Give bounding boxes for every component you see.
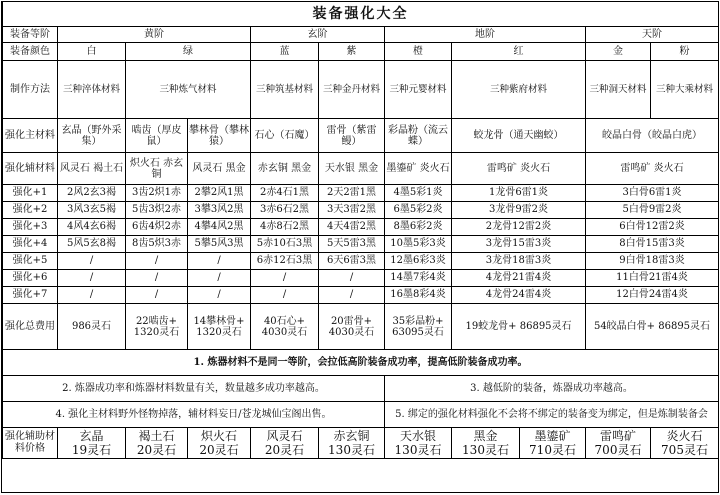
method-cell: 三种金丹材料: [319, 61, 385, 119]
level-cell: /: [188, 287, 251, 304]
level-row: [3, 202, 719, 219]
level-cell: 5风5玄8褐: [58, 236, 126, 253]
tier-huang: 黄阶: [58, 27, 251, 43]
level-label: 强化+1: [3, 185, 58, 202]
note-1: 1. 炼器材料不是同一等阶，会拉低高阶装备成功率，提高低阶装备成功率。: [3, 350, 719, 376]
total-cell: 14攀林骨+ 1320灵石: [188, 304, 251, 350]
price-cell: [188, 428, 251, 459]
price-value: 705灵石: [661, 443, 708, 457]
level-cell: 12白骨24雷4炎: [586, 287, 719, 304]
level-cell: 5攀5风3黑: [188, 236, 251, 253]
level-cell: 2龙骨12雷2炎: [452, 219, 586, 236]
level-cell: 3龙骨15雷3炎: [452, 236, 586, 253]
level-cell: 6白骨12雷2炎: [586, 219, 719, 236]
level-cell: 3龙骨9雷2炎: [452, 202, 586, 219]
tier-label: 装备等阶: [3, 27, 58, 43]
total-row: [3, 304, 719, 350]
price-cell: [126, 428, 188, 459]
method-cell: 三种洞天材料: [586, 61, 651, 119]
aux-material-cell: 风灵石 褐土石: [58, 153, 126, 185]
level-cell: 5天5雷3黑: [319, 236, 385, 253]
price-row: [3, 428, 719, 459]
level-label: 强化+6: [3, 270, 58, 287]
level-cell: /: [251, 270, 319, 287]
main-material-cell: 皎晶白骨（皎晶白虎）: [586, 119, 719, 153]
total-cell: 22啮齿+ 1320灵石: [126, 304, 188, 350]
tier-di: 地阶: [385, 27, 586, 43]
price-material-name: 炎火石: [666, 429, 703, 443]
color-red: 红: [452, 43, 586, 61]
price-material-name: 天水银: [399, 429, 436, 443]
aux-material-cell: 赤玄铜 黑金: [251, 153, 319, 185]
price-value: 130灵石: [462, 443, 509, 457]
aux-material-label: 强化辅材料: [3, 153, 58, 185]
level-cell: 11白骨21雷4炎: [586, 270, 719, 287]
color-row: [3, 43, 719, 61]
price-cell: [452, 428, 520, 459]
level-cell: /: [126, 253, 188, 270]
aux-material-cell: 雷鸣矿 炎火石: [586, 153, 719, 185]
level-cell: 6墨5彩2炎: [385, 202, 452, 219]
level-cell: 2赤4石1黑: [251, 185, 319, 202]
level-cell: 3龙骨18雷3炎: [452, 253, 586, 270]
level-cell: 5齿3炽2赤: [126, 202, 188, 219]
level-cell: 3赤6石2黑: [251, 202, 319, 219]
level-cell: 6天6雷3黑: [319, 253, 385, 270]
level-cell: 10墨5彩3炎: [385, 236, 452, 253]
color-pink: 粉: [651, 43, 719, 61]
level-cell: 8白骨15雷3炎: [586, 236, 719, 253]
level-label: 强化+2: [3, 202, 58, 219]
price-cell: [520, 428, 586, 459]
aux-material-cell: 雷鸣矿 炎火石: [452, 153, 586, 185]
method-cell: 三种炼气材料: [126, 61, 251, 119]
level-cell: 9白骨18雷3炎: [586, 253, 719, 270]
enhancement-sheet: [1, 1, 719, 493]
level-cell: /: [319, 270, 385, 287]
price-material-name: 雷鸣矿: [599, 429, 636, 443]
method-label: 制作方法: [3, 61, 58, 119]
level-cell: 1龙骨6雷1炎: [452, 185, 586, 202]
price-cell: [586, 428, 651, 459]
level-label: 强化+7: [3, 287, 58, 304]
level-row: [3, 253, 719, 270]
tier-row: [3, 27, 719, 43]
level-cell: /: [188, 270, 251, 287]
price-cell: [651, 428, 719, 459]
main-material-cell: 石心（石魔）: [251, 119, 319, 153]
price-material-name: 墨鎏矿: [534, 429, 571, 443]
aux-material-cell: 炽火石 赤玄铜: [126, 153, 188, 185]
level-cell: 4风4玄6褐: [58, 219, 126, 236]
main-material-cell: 蛟龙骨（通天幽蛟）: [452, 119, 586, 153]
level-cell: 8齿5炽3赤: [126, 236, 188, 253]
method-cell: 三种大乘材料: [651, 61, 719, 119]
level-cell: 12墨6彩3炎: [385, 253, 452, 270]
level-label: 强化+4: [3, 236, 58, 253]
main-material-cell: 彩晶粉（流云蝶）: [385, 119, 452, 153]
price-label: 强化辅助材料价格: [3, 428, 58, 459]
main-material-cell: 雷骨（紫雷鳗）: [319, 119, 385, 153]
note-3: 3. 越低阶的装备，炼器成功率越高。: [385, 376, 719, 402]
total-cell: 19蛟龙骨+ 86895灵石: [452, 304, 586, 350]
note-row: [3, 402, 719, 428]
color-green: 绿: [126, 43, 251, 61]
price-value: 130灵石: [394, 443, 442, 457]
level-cell: 3风3玄5褐: [58, 202, 126, 219]
price-value: 700灵石: [594, 443, 642, 457]
level-row: [3, 270, 719, 287]
level-cell: 16墨8彩4炎: [385, 287, 452, 304]
level-cell: 4攀4风2黑: [188, 219, 251, 236]
level-cell: 8墨6彩2炎: [385, 219, 452, 236]
price-material-name: 黑金: [473, 429, 498, 443]
method-row: [3, 61, 719, 119]
color-blue: 蓝: [251, 43, 319, 61]
level-label: 强化+5: [3, 253, 58, 270]
level-cell: 4龙骨21雷4炎: [452, 270, 586, 287]
main-material-row: [3, 119, 719, 153]
method-cell: 三种筑基材料: [251, 61, 319, 119]
level-cell: 4赤8石2黑: [251, 219, 319, 236]
price-cell: [385, 428, 452, 459]
total-label: 强化总费用: [3, 304, 58, 350]
color-white: 白: [58, 43, 126, 61]
level-cell: 5白骨9雷2炎: [586, 202, 719, 219]
level-cell: /: [251, 287, 319, 304]
note-2: 2. 炼器成功率和炼器材料数量有关，数量越多成功率越高。: [3, 376, 385, 402]
price-value: 20灵石: [199, 443, 239, 457]
price-material-name: 褐土石: [138, 429, 175, 443]
price-value: 20灵石: [136, 443, 177, 457]
level-cell: 3天3雷2黑: [319, 202, 385, 219]
level-cell: 3齿2炽1赤: [126, 185, 188, 202]
level-cell: /: [188, 253, 251, 270]
level-row: [3, 287, 719, 304]
color-purple: 紫: [319, 43, 385, 61]
color-label: 装备颜色: [3, 43, 58, 61]
main-material-label: 强化主材料: [3, 119, 58, 153]
level-label: 强化+3: [3, 219, 58, 236]
level-cell: /: [126, 287, 188, 304]
level-cell: 4龙骨24雷4炎: [452, 287, 586, 304]
price-material-name: 炽火石: [200, 429, 237, 443]
price-value: 19灵石: [71, 443, 112, 457]
color-gold: 金: [586, 43, 651, 61]
total-cell: 35彩晶粉+ 63095灵石: [385, 304, 452, 350]
price-value: 20灵石: [264, 443, 305, 457]
level-cell: 14墨7彩4炎: [385, 270, 452, 287]
level-cell: 4墨5彩1炎: [385, 185, 452, 202]
note-4: 4. 强化主材料野外怪物掉落，辅材料妄日/苍龙城仙宝阁出售。: [3, 402, 385, 428]
method-cell: 三种紫府材料: [452, 61, 586, 119]
level-cell: /: [58, 287, 126, 304]
level-cell: /: [126, 270, 188, 287]
total-cell: 40石心+ 4030灵石: [251, 304, 319, 350]
method-cell: 三种淬体材料: [58, 61, 126, 119]
level-cell: 3白骨6雷1炎: [586, 185, 719, 202]
level-row: [3, 219, 719, 236]
main-material-cell: 攀林骨（攀林猿）: [188, 119, 251, 153]
level-cell: 5赤10石3黑: [251, 236, 319, 253]
price-cell: [251, 428, 319, 459]
note-row: [3, 350, 719, 376]
level-row: [3, 185, 719, 202]
tier-tian: 天阶: [586, 27, 719, 43]
price-material-name: 风灵石: [266, 429, 303, 443]
page-title: 装备强化大全: [3, 2, 719, 27]
method-cell: 三种元婴材料: [385, 61, 452, 119]
level-cell: 2天2雷1黑: [319, 185, 385, 202]
total-cell: 986灵石: [58, 304, 126, 350]
aux-material-cell: 风灵石 黑金: [188, 153, 251, 185]
price-value: 710灵石: [529, 443, 576, 457]
price-cell: [319, 428, 385, 459]
enhancement-table: [2, 2, 719, 459]
level-cell: /: [319, 287, 385, 304]
level-cell: 2风2玄3褐: [58, 185, 126, 202]
level-cell: /: [58, 270, 126, 287]
total-cell: 20雷骨+ 4030灵石: [319, 304, 385, 350]
level-cell: 3攀3风2黑: [188, 202, 251, 219]
level-cell: 6赤12石3黑: [251, 253, 319, 270]
aux-material-cell: 墨鎏矿 炎火石: [385, 153, 452, 185]
aux-material-row: [3, 153, 719, 185]
level-cell: 2攀2风1黑: [188, 185, 251, 202]
main-material-cell: 玄晶（野外采集）: [58, 119, 126, 153]
price-cell: [58, 428, 126, 459]
note-5: 5. 绑定的强化材料强化不会将不绑定的装备变为绑定，但是炼制装备会: [385, 402, 719, 428]
color-orange: 橙: [385, 43, 452, 61]
note-row: [3, 376, 719, 402]
main-material-cell: 啮齿（厚皮鼠）: [126, 119, 188, 153]
total-cell: 54皎晶白骨+ 86895灵石: [586, 304, 719, 350]
aux-material-cell: 天水银 黑金: [319, 153, 385, 185]
price-value: 130灵石: [328, 443, 375, 457]
level-cell: 6齿4炽2赤: [126, 219, 188, 236]
price-material-name: 玄晶: [79, 429, 104, 443]
price-material-name: 赤玄铜: [333, 429, 370, 443]
level-cell: 4天4雷2黑: [319, 219, 385, 236]
level-row: [3, 236, 719, 253]
level-cell: /: [58, 253, 126, 270]
tier-xuan: 玄阶: [251, 27, 385, 43]
